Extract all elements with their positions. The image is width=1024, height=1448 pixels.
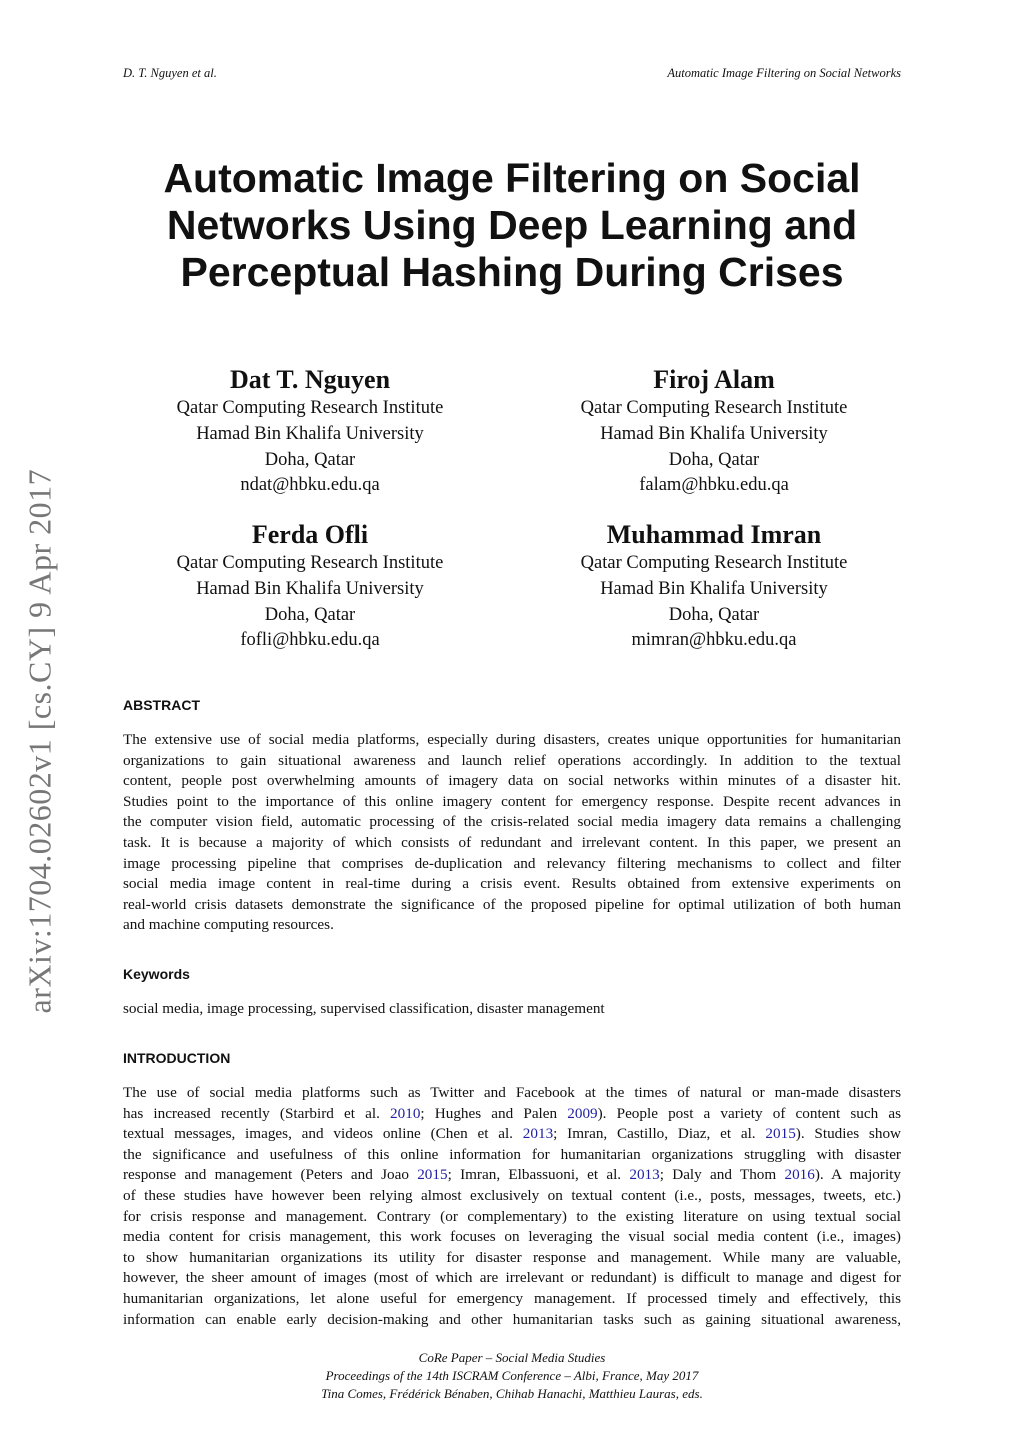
intro-line: response and management (Peters and Joao 2015; Imran, Elbassuoni, et al. 2013; Daly and Thom 2016). A majority	[123, 1166, 901, 1184]
author-email[interactable]: ndat@hbku.edu.qa	[240, 475, 380, 496]
author-location: Doha, Qatar	[264, 604, 356, 625]
title-line: Networks Using Deep Learning and	[166, 202, 858, 248]
page-footer	[0, 1349, 1024, 1403]
intro-line: for crisis response and management. Contrary (or complementary) to the existing literature on using textual social	[123, 1207, 901, 1225]
abstract-line: organizations to gain situational awareness and launch relief operations accordingly. In addition to the textual	[123, 751, 901, 769]
author-university: Hamad Bin Khalifa University	[600, 578, 828, 599]
author-institute: Qatar Computing Research Institute	[176, 398, 444, 418]
intro-line: textual messages, images, and videos online (Chen et al. 2013; Imran, Castillo, Diaz, et al. 2015). Studies show	[123, 1125, 902, 1143]
author-email[interactable]: fofli@hbku.edu.qa	[240, 630, 380, 651]
citation-link[interactable]: 2013	[522, 1125, 554, 1143]
author-university: Hamad Bin Khalifa University	[600, 423, 828, 444]
author-block	[145, 519, 475, 654]
introduction-body	[123, 1083, 901, 1330]
keywords-heading: Keywords	[123, 966, 190, 982]
author-name: Muhammad Imran	[606, 520, 822, 549]
introduction-heading: INTRODUCTION	[123, 1050, 231, 1066]
author-institute: Qatar Computing Research Institute	[176, 553, 444, 573]
author-name: Firoj Alam	[653, 365, 775, 394]
abstract-line: social media image content in real-time during a crisis event. Results obtained from extensive experiments on	[123, 875, 901, 893]
abstract-line: task. It is because a majority of which consists of redundant and irrelevant content. In this paper, we present an	[123, 833, 901, 851]
intro-line: however, the sheer amount of images (most of which are irrelevant or redundant) is difficult to manage and digest for	[123, 1269, 901, 1287]
author-name: Ferda Ofli	[251, 520, 369, 549]
author-location: Doha, Qatar	[668, 604, 760, 625]
author-block	[549, 519, 879, 654]
footer-proceedings: Proceedings of the 14th ISCRAM Conference – Albi, France, May 2017	[325, 1368, 699, 1383]
running-header-title: Automatic Image Filtering on Social Networks	[667, 66, 901, 80]
abstract-line: content, people post overwhelming amounts of imagery data on social networks within minutes of a disaster hit.	[123, 772, 901, 790]
abstract-line: The extensive use of social media platforms, especially during disasters, creates unique opportunities for humanitarian	[123, 731, 901, 748]
abstract-heading: ABSTRACT	[123, 697, 200, 713]
footer-paper-type: CoRe Paper – Social Media Studies	[418, 1350, 606, 1365]
abstract-line: Studies point to the importance of this online imagery content for emergency response. Despite recent advances in	[123, 792, 901, 810]
author-location: Doha, Qatar	[264, 449, 356, 470]
keywords-list	[123, 999, 901, 1020]
citation-link[interactable]: 2009	[567, 1104, 598, 1122]
author-name: Dat T. Nguyen	[229, 365, 391, 394]
arxiv-identifier: arXiv:1704.02602v1 [cs.CY] 9 Apr 2017	[21, 468, 58, 1014]
intro-line: The use of social media platforms such as Twitter and Facebook at the times of natural or man-made disasters	[123, 1084, 901, 1101]
intro-line: of these studies have however been relying almost exclusively on textual content (i.e., posts, messages, tweets, etc.)	[123, 1186, 901, 1204]
abstract-line: and machine computing resources.	[123, 916, 334, 934]
citation-link[interactable]: 2015	[417, 1166, 448, 1184]
running-header-authors: D. T. Nguyen et al.	[123, 66, 217, 80]
footer-editors: Tina Comes, Frédérick Bénaben, Chihab Hanachi, Matthieu Lauras, eds.	[321, 1386, 703, 1401]
author-block	[549, 364, 879, 499]
abstract-line: the computer vision field, automatic processing of the crisis-related social media imagery data remains a challenging	[123, 813, 901, 831]
title-line: Automatic Image Filtering on Social	[163, 155, 861, 201]
author-email[interactable]: mimran@hbku.edu.qa	[631, 630, 797, 651]
abstract-body	[123, 730, 901, 936]
paper-title	[110, 155, 914, 296]
abstract-line: real-world crisis datasets demonstrate the significance of the proposed pipeline for optimal utilization of both human	[123, 895, 901, 913]
author-university: Hamad Bin Khalifa University	[196, 578, 424, 599]
author-institute: Qatar Computing Research Institute	[580, 398, 848, 418]
intro-line: has increased recently (Starbird et al. 2010; Hughes and Palen 2009). People post a variety of content such as	[123, 1104, 901, 1122]
citation-link[interactable]: 2013	[629, 1166, 660, 1184]
author-block	[145, 364, 475, 499]
author-institute: Qatar Computing Research Institute	[580, 553, 848, 573]
running-header	[123, 66, 901, 86]
intro-line: media content for crisis management, this work focuses on leveraging the visual social media content (i.e., images)	[123, 1228, 901, 1246]
author-email[interactable]: falam@hbku.edu.qa	[639, 475, 789, 496]
author-university: Hamad Bin Khalifa University	[196, 423, 424, 444]
intro-line: the significance and usefulness of this online information for humanitarian organizations struggling with disaster	[123, 1145, 901, 1163]
intro-line: information can enable early decision-making and other humanitarian tasks such as gaining situational awareness,	[123, 1310, 901, 1328]
intro-line: to show humanitarian organizations its utility for disaster response and management. While many are valuable,	[123, 1248, 901, 1266]
abstract-line: image processing pipeline that comprises de-duplication and relevancy filtering mechanisms to collect and filter	[123, 854, 901, 872]
citation-link[interactable]: 2010	[390, 1104, 421, 1122]
title-line: Perceptual Hashing During Crises	[180, 249, 844, 295]
author-location: Doha, Qatar	[668, 449, 760, 470]
keywords-text: social media, image processing, supervised classification, disaster management	[123, 1000, 605, 1017]
intro-line: humanitarian organizations, let alone useful for emergency management. If processed timely and effectively, this	[123, 1289, 901, 1307]
citation-link[interactable]: 2015	[765, 1125, 796, 1143]
citation-link[interactable]: 2016	[784, 1166, 815, 1184]
